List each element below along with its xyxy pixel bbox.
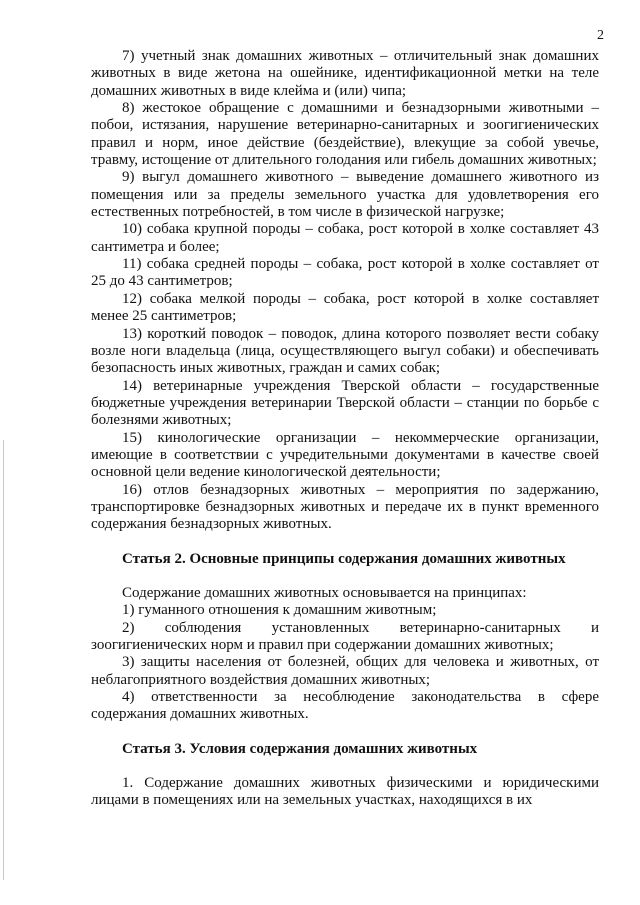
article-2-intro: Содержание домашних животных основывается на принципах: [122, 584, 527, 601]
definition-9: 9) выгул домашнего животного – выведение домашнего животного из помещения или за пределы земельного участка для удовлетворения его естественных потребностей, в том числе в физической нагрузке; [91, 169, 599, 221]
definition-11: 11) собака средней породы – собака, рост которой в холке составляет от 25 до 43 сантиметров; [91, 256, 599, 290]
page-number: 2 [597, 28, 604, 43]
article-3-heading: Статья 3. Условия содержания домашних животных [122, 740, 478, 757]
article-2-item-3: 3) защиты населения от болезней, общих для человека и животных, от неблагоприятного воздействия домашних животных; [91, 654, 599, 688]
definition-10: 10) собака крупной породы – собака, рост которой в холке составляет 43 сантиметра и более; [91, 221, 599, 255]
article-2-item-2: 2) соблюдения установленных ветеринарно-санитарных и зоогигиенических норм и правил при содержании домашних животных; [91, 619, 599, 653]
definition-7: 7) учетный знак домашних животных – отличительный знак домашних животных в виде жетона на ошейнике, идентификационной метки на теле домашних животных в виде клейма и (или) чипа; [91, 48, 599, 99]
definition-15: 15) кинологические организации – некоммерческие организации, имеющие в соответствии с учредительными документами в качестве своей основной цели ведение кинологической деятельности; [91, 429, 599, 481]
scan-edge-line [3, 440, 4, 880]
definition-13: 13) короткий поводок – поводок, длина которого позволяет вести собаку возле ноги владельца (лица, осуществляющего выгул собаки) и обеспечивать безопасность иных животных, граждан и самих собак; [91, 325, 599, 377]
article-2-item-1: 1) гуманного отношения к домашним животным; [122, 602, 437, 619]
document-body [91, 48, 599, 810]
definition-14: 14) ветеринарные учреждения Тверской области – государственные бюджетные учреждения ветеринарии Тверской области – станции по борьбе с болезнями животных; [91, 377, 599, 429]
article-2-item-4: 4) ответственности за несоблюдение законодательства в сфере содержания домашних животных. [91, 689, 599, 723]
article-3-item-1: 1. Содержание домашних животных физическими и юридическими лицами в помещениях или на земельных участках, находящихся в их [91, 775, 599, 809]
definition-8: 8) жестокое обращение с домашними и безнадзорными животными – побои, истязания, нарушение ветеринарно-санитарных и зоогигиенических правил и норм, иное действие (бездействие), влекущие за собой увечье, травму, истощение от длительного голодания или гибель домашних животных; [91, 100, 599, 169]
definition-12: 12) собака мелкой породы – собака, рост которой в холке составляет менее 25 сантиметров; [91, 290, 599, 325]
definition-16: 16) отлов безнадзорных животных – мероприятия по задержанию, транспортировке безнадзорных животных и передаче их в пункт временного содержания безнадзорных животных. [91, 481, 599, 533]
article-2-heading: Статья 2. Основные принципы содержания домашних животных [122, 550, 566, 567]
